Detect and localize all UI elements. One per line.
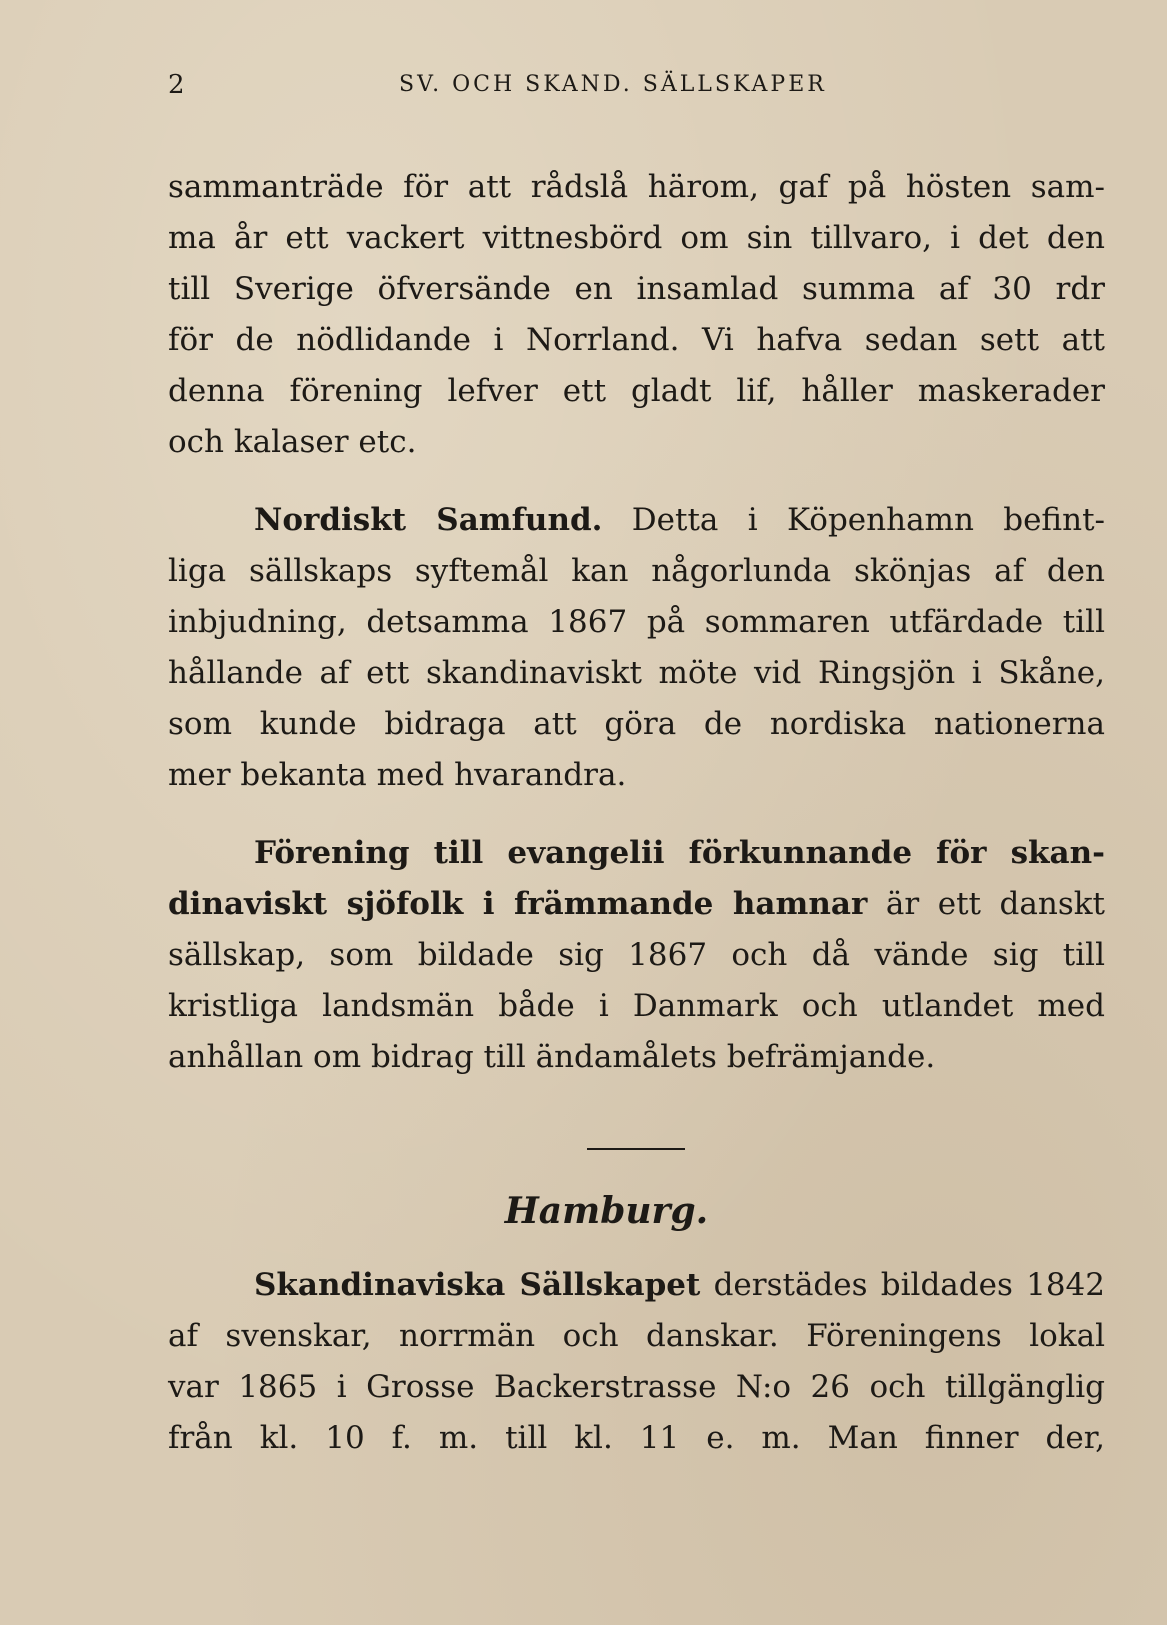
text-line: sammanträde för att rådslå härom, gaf på hösten sam- (168, 169, 1105, 205)
paragraph-skandinaviska-sallskapet (168, 1260, 1105, 1464)
paragraph-nordiskt-samfund (168, 495, 1105, 801)
text-fragment: Detta i Köpenhamn befint- (631, 502, 1105, 538)
text-line: liga sällskaps syftemål kan någorlunda skönjas af den (168, 553, 1105, 589)
page-number: 2 (168, 70, 187, 100)
section-divider (587, 1148, 685, 1150)
text-line: ma år ett vackert vittnesbörd om sin tillvaro, i det den (168, 220, 1105, 256)
text-line: till Sverige öfversände en insamlad summa af 30 rdr (168, 271, 1105, 307)
text-fragment: derstädes bildades 1842 (713, 1267, 1106, 1303)
text-line: som kunde bidraga att göra de nordiska nationerna (168, 706, 1105, 742)
text-line: var 1865 i Grosse Backerstrasse N:o 26 och tillgänglig (168, 1369, 1105, 1405)
society-name: Nordiskt Samfund. (254, 502, 603, 538)
section-heading-hamburg: Hamburg. (504, 1190, 709, 1232)
text-fragment: är ett danskt (885, 886, 1105, 922)
text-line: hållande af ett skandinaviskt möte vid Ringsjön i Skåne, (168, 655, 1105, 691)
text-line: från kl. 10 f. m. till kl. 11 e. m. Man finner der, (168, 1420, 1105, 1456)
text-line: inbjudning, detsamma 1867 på sommaren utfärdade till (168, 604, 1105, 640)
text-line: anhållan om bidrag till ändamålets befrämjande. (168, 1039, 936, 1075)
text-line (168, 495, 1105, 546)
text-line: kristliga landsmän både i Danmark och utlandet med (168, 988, 1105, 1024)
text-line: denna förening lefver ett gladt lif, håller maskerader (168, 373, 1105, 409)
book-page (168, 70, 1105, 1464)
running-title: SV. OCH SKAND. SÄLLSKAPER (399, 72, 827, 97)
society-name: dinaviskt sjöfolk i främmande hamnar (168, 886, 868, 922)
text-line: af svenskar, norrmän och danskar. Föreningens lokal (168, 1318, 1105, 1354)
running-header (168, 70, 1105, 110)
paragraph-norrland (168, 162, 1105, 468)
text-line: sällskap, som bildade sig 1867 och då vände sig till (168, 937, 1105, 973)
text-line (168, 1260, 1105, 1311)
paragraph-forening-sjofolk (168, 828, 1105, 1083)
society-name: Förening till evangelii förkunnande för skan- (254, 835, 1105, 871)
text-line (168, 879, 1105, 930)
text-line: för de nödlidande i Norrland. Vi hafva sedan sett att (168, 322, 1105, 358)
text-line: mer bekanta med hvarandra. (168, 757, 627, 793)
text-line: och kalaser etc. (168, 424, 417, 460)
society-name: Skandinaviska Sällskapet (254, 1267, 701, 1303)
